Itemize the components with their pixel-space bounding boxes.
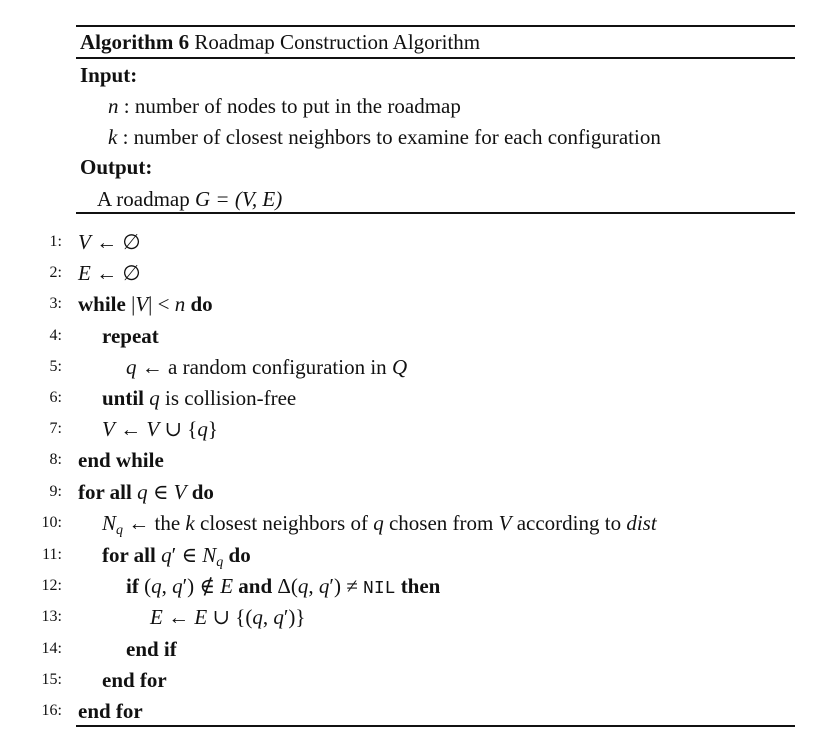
input-k-var: k (108, 125, 118, 149)
math-token: k (185, 511, 195, 535)
code-text: ← ∅ (90, 261, 141, 285)
line-number: 9: (49, 483, 62, 500)
keyword: then (400, 574, 441, 598)
output-text: A roadmap (97, 187, 195, 211)
line-code (126, 572, 440, 603)
math-token: V (135, 292, 149, 316)
line-number: 5: (49, 358, 62, 375)
code-text: ∈ (147, 480, 174, 504)
keyword: if (126, 574, 139, 598)
math-token: n (174, 292, 186, 316)
line-number: 14: (41, 640, 62, 657)
code-text: ← the (123, 511, 186, 535)
line-number: 1: (49, 233, 62, 250)
math-token: q (252, 605, 263, 629)
code-text: | (125, 292, 136, 316)
header-rule (76, 57, 795, 59)
code-text: ← ∅ (90, 230, 141, 254)
keyword: end for (78, 699, 143, 723)
line-code (102, 666, 167, 694)
code-text: ′)} (283, 605, 306, 629)
math-token: q (216, 555, 224, 570)
code-text: is collision-free (159, 386, 297, 410)
line-code (78, 228, 141, 256)
keyword: until (102, 386, 145, 410)
code-text: Δ( (272, 574, 298, 598)
code-text: ← a random configuration in (136, 355, 392, 379)
code-text: | < (148, 292, 175, 316)
algorithm-title: Roadmap Construction Algorithm (194, 30, 481, 54)
algorithm-label: Algorithm 6 (80, 30, 190, 54)
line-code (78, 697, 143, 725)
input-heading: Input: (80, 63, 138, 87)
keyword: for all (78, 480, 132, 504)
math-token: E (78, 261, 91, 285)
math-token: q (149, 386, 160, 410)
output-heading: Output: (80, 155, 153, 179)
math-token: V (498, 511, 512, 535)
code-text: ′ ∈ (171, 543, 203, 567)
math-token: q (137, 480, 148, 504)
line-code (102, 415, 218, 443)
math-token: dist (626, 511, 657, 535)
keyword: while (78, 292, 126, 316)
math-token: q (116, 523, 124, 538)
math-token: V (146, 417, 160, 441)
input-k (108, 123, 661, 151)
keyword: end if (126, 637, 177, 661)
keyword: repeat (102, 324, 159, 348)
math-token: N (102, 511, 117, 535)
math-token: V (173, 480, 187, 504)
code-text: , (308, 574, 319, 598)
code-text: chosen from (383, 511, 499, 535)
line-number: 2: (49, 264, 62, 281)
keyword: and (238, 574, 273, 598)
code-text: ′) ≠ (329, 574, 364, 598)
math-token: q (373, 511, 384, 535)
line-number: 3: (49, 295, 62, 312)
output-description (97, 185, 282, 213)
math-token: q (151, 574, 162, 598)
keyword: for all (102, 543, 156, 567)
math-token: V (102, 417, 115, 441)
math-token: E (194, 605, 208, 629)
line-number: 4: (49, 327, 62, 344)
line-number: 7: (49, 420, 62, 437)
code-text: ( (138, 574, 152, 598)
line-code (102, 509, 657, 545)
math-token: q (161, 543, 172, 567)
line-code (126, 353, 407, 381)
code-text: according to (511, 511, 627, 535)
code-text: ∪ {( (207, 605, 253, 629)
line-code (102, 384, 296, 412)
code-text: ← (162, 605, 195, 629)
input-n-var: n (108, 94, 119, 118)
code-text: , (161, 574, 173, 598)
line-code (126, 635, 177, 663)
math-token: q (273, 605, 284, 629)
math-token: E (220, 574, 234, 598)
math-token: q (172, 574, 183, 598)
math-token: q (297, 574, 309, 598)
line-code (150, 603, 306, 631)
math-token: NIL (363, 579, 396, 599)
math-token: Q (391, 355, 408, 379)
input-k-desc: : number of closest neighbors to examine for each configuration (117, 125, 661, 149)
line-number: 15: (41, 671, 62, 688)
line-code (78, 290, 213, 318)
line-number: 13: (41, 608, 62, 625)
input-n-desc: : number of nodes to put in the roadmap (118, 94, 461, 118)
math-token: q (126, 355, 137, 379)
line-number: 11: (42, 546, 62, 563)
math-token: q (318, 574, 330, 598)
math-token: V (78, 230, 91, 254)
input-n (108, 92, 461, 120)
line-code (102, 322, 159, 350)
math-token: N (202, 543, 217, 567)
code-text: ∪ { (159, 417, 198, 441)
keyword: do (228, 543, 251, 567)
code-text: } (207, 417, 218, 441)
output-expr: G = (V, E) (194, 187, 283, 211)
top-rule (76, 25, 795, 27)
code-text: ′) ∉ (182, 574, 221, 598)
line-code (78, 446, 164, 474)
keyword: do (191, 480, 214, 504)
math-token: q (197, 417, 208, 441)
keyword: end while (78, 448, 164, 472)
keyword: do (190, 292, 213, 316)
line-number: 6: (49, 389, 62, 406)
code-text: closest neighbors of (194, 511, 374, 535)
line-code (78, 259, 141, 287)
line-number: 12: (41, 577, 62, 594)
keyword: end for (102, 668, 167, 692)
code-text: , (262, 605, 274, 629)
line-code (78, 478, 214, 506)
line-number: 8: (49, 451, 62, 468)
math-token: E (150, 605, 163, 629)
line-number: 16: (41, 702, 62, 719)
line-number: 10: (41, 514, 62, 531)
bottom-rule (76, 725, 795, 727)
code-text: ← (114, 417, 147, 441)
algorithm-caption (80, 28, 480, 56)
